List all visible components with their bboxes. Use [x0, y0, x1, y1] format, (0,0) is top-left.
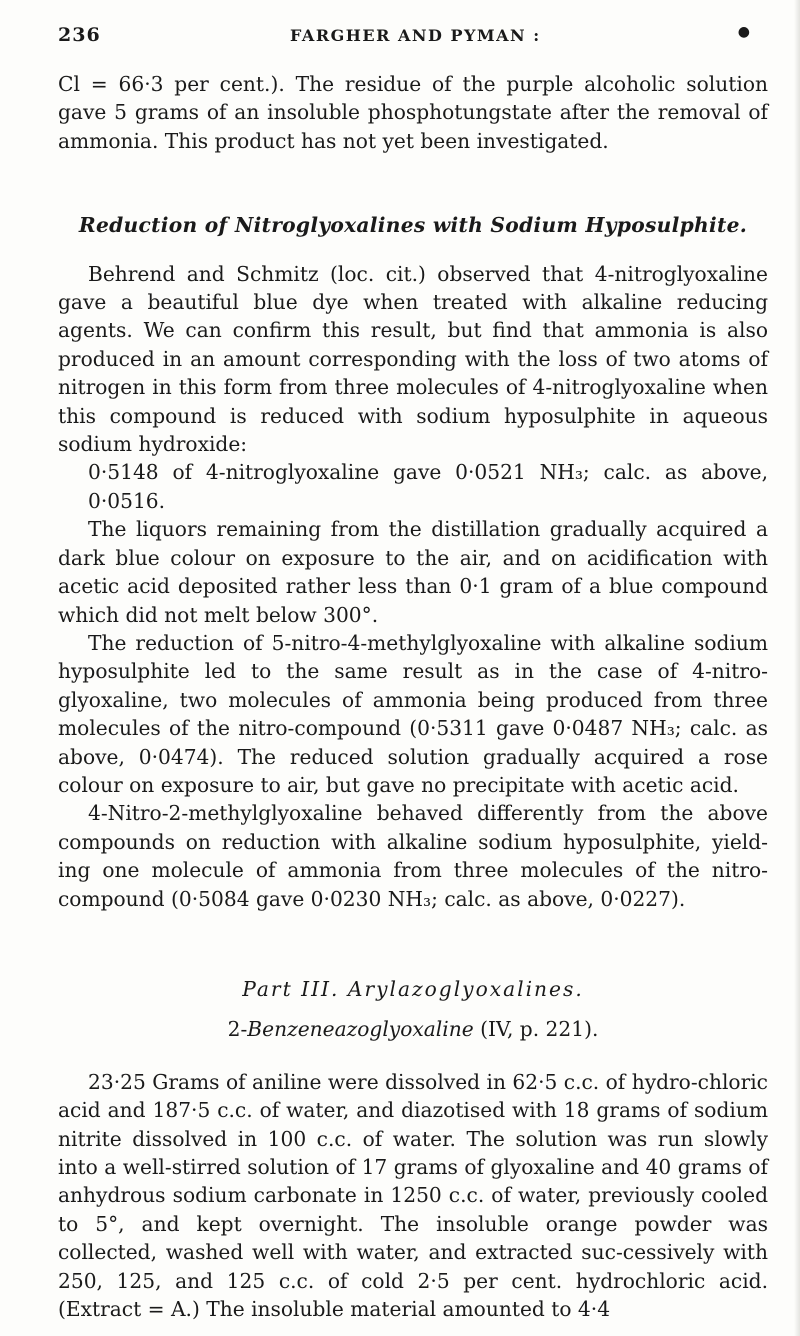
compound-heading — [58, 1015, 768, 1043]
body-text — [58, 70, 768, 1323]
compound-prefix: 2- — [227, 1017, 248, 1042]
paragraph-continuation: Cl = 66·3 per cent.). The residue of the purple alcoholic solution gave 5 grams of an insoluble phosphotungstate after the removal of ammonia. This product has not yet been investigated. — [58, 72, 768, 153]
paragraph: 23·25 Grams of aniline were dissolved in 62·5 c.c. of hydro-chloric acid and 187·5 c.c. of water, and diazotised with 18 grams of sodium nitrite dissolved in 100 c.c. of water. The solution was run slowly into a well-stirred solution of 17 grams of glyoxaline and 40 grams of anhydrous sodium carbonate in 1250 c.c. of water, previously cooled to 5°, and kept overnight. The insoluble orange powder was collected, washed well with water, and extracted suc-cessively with 250, 125, and 125 c.c. of cold 2·5 per cent. hydrochloric acid. (Extract = A.) The insoluble material amounted to 4·4 — [58, 1069, 768, 1322]
paragraph: 4-Nitro-2-methylglyoxaline behaved differently from the above compounds on reduction with alkaline sodium hyposulphite, yield-ing one molecule of ammonia from three molecules of the nitro-compound (0·5084 gave 0·0230 NH₃; calc. as above, 0·0227). — [58, 801, 768, 911]
part-heading: Part III. Arylazoglyoxalines. — [242, 976, 584, 1001]
page-mark: ● — [737, 24, 750, 40]
paragraph-result: 0·5148 of 4-nitroglyoxaline gave 0·0521 NH₃; calc. as above, 0·0516. — [88, 460, 768, 513]
paragraph: Behrend and Schmitz (loc. cit.) observed that 4-nitroglyoxaline gave a beautiful blue dye when treated with alkaline reducing agents. We can confirm this result, but find that ammonia is also produced in an amount corresponding with the loss of two atoms of nitrogen in this form from three molecules of 4-nitroglyoxaline when this compound is reduced with sodium hyposulphite in aqueous sodium hydroxide: — [58, 261, 768, 457]
running-title: FARGHER AND PYMAN : — [290, 26, 541, 45]
compound-name: Benzeneazoglyoxaline — [247, 1017, 474, 1042]
page-edge-shadow — [794, 0, 800, 1336]
compound-reference: (IV, p. 221). — [473, 1017, 599, 1042]
section-heading: Reduction of Nitroglyoxalines with Sodium Hyposulphite. — [78, 213, 748, 238]
page-number: 236 — [58, 24, 101, 46]
paragraph: The reduction of 5-nitro-4-methylglyoxaline with alkaline sodium hyposulphite led to the same result as in the case of 4-nitro-glyoxaline, two molecules of ammonia being produced from three molecules of the nitro-compound (0·5311 gave 0·0487 NH₃; calc. as above, 0·0474). The reduced solution gradually acquired a rose colour on exposure to air, but gave no precipitate with acetic acid. — [58, 630, 768, 797]
page-header — [58, 24, 758, 54]
paragraph: The liquors remaining from the distillation gradually acquired a dark blue colour on exposure to the air, and on acidification with acetic acid deposited rather less than 0·1 gram of a blue compound which did not melt below 300°. — [58, 517, 768, 627]
